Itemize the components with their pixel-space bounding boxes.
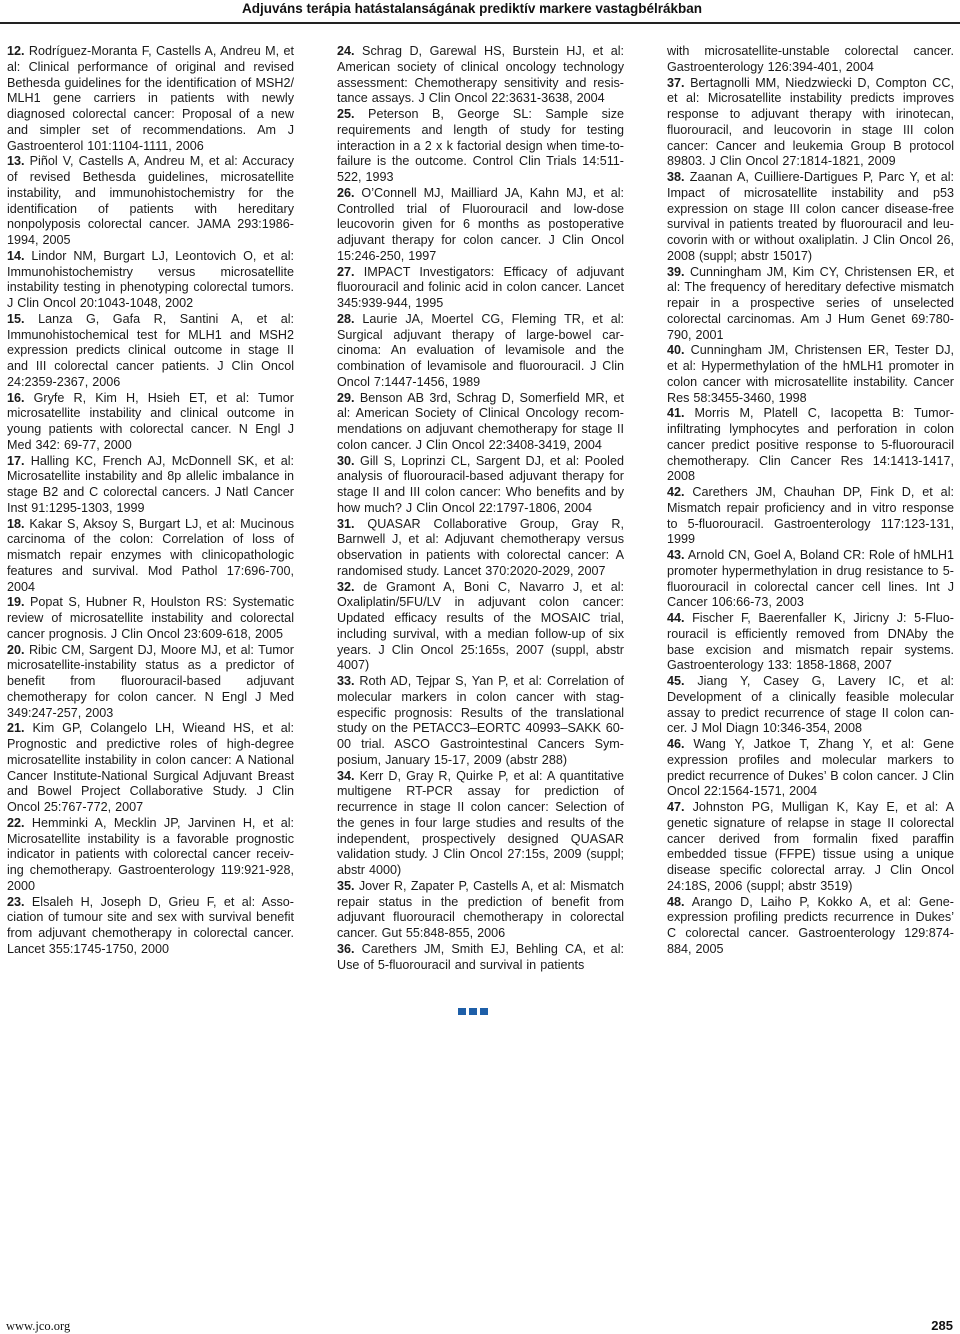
- reference-entry: [337, 454, 624, 517]
- reference-entry: [7, 154, 294, 249]
- reference-entry: [667, 674, 954, 737]
- reference-text: Carethers JM, Chauhan DP, Fink D, et al: Mismatch repair proficiency and in vitro response to 5-fluorouracil. Gastroenterology 117:123-131, 1999: [667, 485, 954, 547]
- reference-text: Morris M, Platell C, Iacopetta B: Tumor-infiltrating lymphocytes and perforation in colon cancer predict positive response to 5-fluorouracil chemotherapy. Clin Cancer Res 14:1413-1417, 2008: [667, 406, 954, 484]
- reference-text: Cunningham JM, Christensen ER, Tester DJ, et al: Hypermethylation of the hMLH1 promoter in colon cancer with microsatellite instability. Cancer Res 58:3455-3460, 1998: [667, 343, 954, 405]
- reference-entry: [337, 580, 624, 675]
- reference-number: 24.: [337, 44, 355, 58]
- reference-entry: [7, 312, 294, 391]
- reference-number: 22.: [7, 815, 25, 830]
- reference-column-2: [337, 44, 624, 973]
- reference-entry: [7, 721, 294, 816]
- journal-url: www.jco.org: [6, 1319, 71, 1333]
- reference-text: Hemminki A, Mecklin JP, Jarvinen H, et al: Microsatellite instability is a favorable prognostic indicator in patients with colorectal cancer receiving chemotherapy. Gastroenterology 119:921-928, 2000: [7, 815, 294, 893]
- reference-text: Gill S, Loprinzi CL, Sargent DJ, et al: Pooled analysis of fluorouracil-based adjuvant therapy for stage II and III colon cancer: Who benefits and by how much? J Clin Oncol 22:1797-1806, 2004: [337, 453, 624, 515]
- reference-number: 36.: [337, 941, 355, 956]
- reference-text: de Gramont A, Boni C, Navarro J, et al: Oxaliplatin/5FU/LV in adjuvant colon cancer: Updated efficacy results of the MOSAIC trial, including survival, with a median follow-up of six years. J Clin Oncol 25:165s, 2007 (suppl, abstr 4007): [337, 579, 624, 673]
- reference-number: 12.: [7, 44, 25, 58]
- reference-entry: [7, 391, 294, 454]
- end-mark-square-icon: [458, 1008, 466, 1015]
- running-header: [0, 0, 960, 24]
- reference-text: Fischer F, Baerenfaller K, Jiricny J: 5-Fluorouracil is efficiently removed from DNAby the base excision and mismatch repair systems. Gastroenterology 133: 1858-1868, 2007: [667, 611, 954, 673]
- reference-entry: [7, 895, 294, 958]
- reference-entry: [7, 816, 294, 895]
- running-header-title: Adjuváns terápia hatástalanságának prediktív markere vastagbélrákban: [242, 1, 702, 16]
- reference-number: 25.: [337, 107, 355, 121]
- reference-number: 28.: [337, 311, 355, 326]
- reference-number: 13.: [7, 154, 25, 169]
- reference-number: 19.: [7, 595, 25, 610]
- reference-text: Lanza G, Gafa R, Santini A, et al: Immunohistochemical test for MLH1 and MSH2 expression predicts clinical outcome in stage II and III colorectal cancer patients. J Clin Oncol 24:2359-2367, 2006: [7, 311, 294, 389]
- reference-entry: [337, 391, 624, 454]
- reference-text: Arnold CN, Goel A, Boland CR: Role of hMLH1 promoter hypermethylation in drug resistance to 5-fluorouracil in colorectal cancer cell lines. Int J Cancer 106:66-73, 2003: [667, 548, 954, 610]
- reference-number: 20.: [7, 642, 25, 657]
- end-mark-square-icon: [480, 1008, 488, 1015]
- reference-text: Carethers JM, Smith EJ, Behling CA, et al: Use of 5-fluorouracil and survival in patients: [337, 941, 624, 972]
- reference-text: Peterson B, George SL: Sample size requirements and length of study for testing interaction in a 2 x k factorial design when time-to-failure is the outcome. Control Clin Trials 14:511-522, 1993: [337, 107, 624, 184]
- reference-text: with microsatellite-unstable colorectal cancer. Gastroenterology 126:394-401, 2004: [667, 44, 954, 74]
- reference-entry: [667, 406, 954, 485]
- reference-number: 40.: [667, 343, 685, 358]
- reference-column-1: [7, 44, 294, 958]
- reference-entry: [667, 343, 954, 406]
- reference-number: 26.: [337, 185, 355, 200]
- reference-entry: [337, 312, 624, 391]
- reference-number: 35.: [337, 878, 355, 893]
- reference-number: 23.: [7, 894, 25, 909]
- article-end-marks: [458, 1008, 488, 1015]
- reference-entry: [337, 44, 624, 107]
- reference-text: QUASAR Collaborative Group, Gray R, Barnwell J, et al: Adjuvant chemotherapy versus observation in patients with colorectal cancer: A randomised study. Lancet 370:2020-2029, 2007: [337, 516, 624, 578]
- reference-entry: [337, 107, 624, 186]
- reference-text: Lindor NM, Burgart LJ, Leontovich O, et al: Immunohistochemistry versus microsatellite instability testing in phenotyping colorectal tumors. J Clin Oncol 20:1043-1048, 2002: [7, 248, 294, 310]
- reference-number: 32.: [337, 579, 355, 594]
- reference-number: 38.: [667, 170, 685, 184]
- reference-number: 37.: [667, 75, 685, 90]
- reference-text: Schrag D, Garewal HS, Burstein HJ, et al: American society of clinical oncology technology assessment: Chemotherapy sensitivity and resistance assays. J Clin Oncol 22:3631-3638, 2004: [337, 44, 624, 106]
- reference-number: 29.: [337, 390, 355, 405]
- reference-entry: [667, 737, 954, 800]
- reference-number: 33.: [337, 674, 355, 688]
- reference-text: Wang Y, Jatkoe T, Zhang Y, et al: Gene expression profiles and molecular markers to predict recurrence of Dukes’ B colon cancer. J Clin Oncol 22:1564-1571, 2004: [667, 737, 954, 799]
- reference-number: 16.: [7, 390, 25, 405]
- reference-entry: [337, 186, 624, 265]
- reference-entry: [667, 44, 954, 76]
- end-mark-square-icon: [469, 1008, 477, 1015]
- reference-entry: [7, 44, 294, 154]
- reference-entry: [337, 517, 624, 580]
- reference-entry: [667, 485, 954, 548]
- reference-entry: [667, 611, 954, 674]
- reference-entry: [337, 879, 624, 942]
- reference-number: 39.: [667, 264, 685, 279]
- reference-number: 47.: [667, 800, 685, 814]
- reference-entry: [7, 517, 294, 596]
- reference-number: 15.: [7, 311, 25, 326]
- reference-entry: [667, 265, 954, 344]
- page-number: 285: [931, 1318, 953, 1333]
- reference-number: 17.: [7, 453, 25, 468]
- reference-number: 43.: [667, 548, 685, 562]
- reference-text: Kerr D, Gray R, Quirke P, et al: A quantitative multigene RT-PCR assay for prediction of recurrence in stage II colon cancer: Selection of the genes in four large studies and results of the independent, prospectively designed QUASAR validation study. J Clin Oncol 27:15s, 2009 (suppl; abstr 4000): [337, 768, 624, 877]
- reference-text: Kakar S, Aksoy S, Burgart LJ, et al: Mucinous carcinoma of the colon: Correlation of loss of mismatch repair enzymes with clinicopathologic features and survival. Mod Pathol 17:696-700, 2004: [7, 516, 294, 594]
- reference-text: Laurie JA, Moertel CG, Fleming TR, et al: Surgical adjuvant therapy of large-bowel carcinoma: An evaluation of levamisole and the combination of levamisole and fluorouracil. J Clin Oncol 7:1447-1456, 1989: [337, 311, 624, 389]
- reference-text: Bertagnolli MM, Niedzwiecki D, Compton CC, et al: Microsatellite instability predicts improves response to adjuvant therapy with irinotecan, fluorouracil, and leucovorin in stage III colon cancer: Cancer and leukemia Group B protocol 89803. J Clin Oncol 27:1814-1821, 2009: [667, 75, 954, 169]
- reference-entry: [667, 76, 954, 171]
- reference-entry: [667, 800, 954, 895]
- reference-text: Rodríguez-Moranta F, Castells A, Andreu M, et al: Clinical performance of original and revised Bethesda guidelines for the identification of MSH2/ MLH1 gene carriers in patients with newly diagnosed colorectal cancer: Proposal of a new and simpler set of recommendations. Am J Gastroenterol 101:1104-1111, 2006: [7, 44, 294, 153]
- reference-text: Jover R, Zapater P, Castells A, et al: Mismatch repair status in the prediction of benefit from adjuvant fluorouracil chemotherapy in colorectal cancer. Gut 55:848-855, 2006: [337, 878, 624, 940]
- reference-number: 27.: [337, 264, 355, 279]
- reference-entry: [667, 895, 954, 958]
- reference-number: 41.: [667, 406, 685, 421]
- reference-text: Piñol V, Castells A, Andreu M, et al: Accuracy of revised Bethesda guidelines, microsatellite instability, and immunohistochemistry for the identification of patients with hereditary nonpolyposis colorectal cancer. JAMA 293:1986-1994, 2005: [7, 154, 294, 247]
- reference-entry: [337, 265, 624, 312]
- reference-text: Halling KC, French AJ, McDonnell SK, et al: Microsatellite instability and 8p allelic imbalance in stage B2 and C colorectal cancers. J Natl Cancer Inst 91:1295-1303, 1999: [7, 453, 294, 515]
- reference-text: Johnston PG, Mulligan K, Kay E, et al: A genetic signature of relapse in stage II colorectal cancer derived from formalin fixed paraffin embedded tissue (FFPE) tissue using a unique disease specific colorectal array. J Clin Oncol 24:18S, 2006 (suppl; abstr 3519): [667, 800, 954, 893]
- reference-number: 34.: [337, 768, 355, 783]
- reference-entry: [337, 674, 624, 769]
- reference-entry: [337, 942, 624, 974]
- reference-entry: [7, 249, 294, 312]
- reference-entry: [7, 643, 294, 722]
- reference-number: 48.: [667, 894, 685, 909]
- reference-text: Roth AD, Tejpar S, Yan P, et al: Correlation of molecular markers in colon cancer with stagespecific prognosis: Results of the translational study on the PETACC3–EORTC 40993–SAKK 60-00 trial. ASCO Gastrointestinal Cancers Symposium, January 15-17, 2009 (abstr 288): [337, 674, 624, 767]
- reference-text: Ribic CM, Sargent DJ, Moore MJ, et al: Tumor microsatellite-instability status as a predictor of benefit from fluorouracil-based adjuvant chemotherapy for colon cancer. N Engl J Med 349:247-257, 2003: [7, 642, 294, 720]
- reference-entry: [667, 548, 954, 611]
- reference-text: Benson AB 3rd, Schrag D, Somerfield MR, et al: American Society of Clinical Oncology recommendations on adjuvant chemotherapy for stage II colon cancer. J Clin Oncol 22:3408-3419, 2004: [337, 390, 624, 452]
- reference-number: 21.: [7, 721, 25, 736]
- reference-number: 18.: [7, 516, 25, 531]
- reference-text: Gryfe R, Kim H, Hsieh ET, et al: Tumor microsatellite instability and clinical outcome in young patients with colorectal cancer. N Engl J Med 342: 69-77, 2000: [7, 390, 294, 452]
- reference-entry: [337, 769, 624, 879]
- reference-text: Elsaleh H, Joseph D, Grieu F, et al: Association of tumour site and sex with survival benefit from adjuvant chemotherapy in colorectal cancer. Lancet 355:1745-1750, 2000: [7, 894, 294, 956]
- reference-column-3: [667, 44, 954, 958]
- reference-entry: [667, 170, 954, 265]
- reference-entry: [7, 595, 294, 642]
- reference-number: 14.: [7, 248, 25, 263]
- reference-text: Zaanan A, Cuilliere-Dartigues P, Parc Y, et al: Impact of microsatellite instability and p53 expression on stage III colon cancer disease-free survival in patients treated by fluorouracil and leucovorin with or without oxaliplatin. J Clin Oncol 26, 2008 (suppl; abstr 15017): [667, 170, 954, 263]
- reference-number: 44.: [667, 611, 685, 625]
- reference-number: 46.: [667, 737, 685, 751]
- reference-text: Popat S, Hubner R, Houlston RS: Systematic review of microsatellite instability and colorectal cancer prognosis. J Clin Oncol 23:609-618, 2005: [7, 595, 294, 641]
- reference-text: IMPACT Investigators: Efficacy of adjuvant fluorouracil and folinic acid in colon cancer. Lancet 345:939-944, 1995: [337, 264, 624, 310]
- reference-text: O’Connell MJ, Mailliard JA, Kahn MJ, et al: Controlled trial of Fluorouracil and low-dose leucovorin given for 6 months as postoperative adjuvant therapy for colon cancer. J Clin Oncol 15:246-250, 1997: [337, 185, 624, 263]
- reference-number: 31.: [337, 516, 355, 531]
- reference-entry: [7, 454, 294, 517]
- reference-text: Arango D, Laiho P, Kokko A, et al: Gene-expression profiling predicts recurrence in Dukes’ C colorectal cancer. Gastroenterology 129:874-884, 2005: [667, 894, 954, 956]
- reference-text: Cunningham JM, Kim CY, Christensen ER, et al: The frequency of hereditary defective mismatch repair in a prospective series of unselected colorectal carcinomas. Am J Hum Genet 69:780-790, 2001: [667, 264, 954, 342]
- reference-number: 30.: [337, 453, 355, 468]
- reference-number: 42.: [667, 485, 685, 499]
- reference-number: 45.: [667, 674, 685, 688]
- reference-text: Jiang Y, Casey G, Lavery IC, et al: Development of a clinically feasible molecular assay to predict recurrence of stage II colon cancer. J Mol Diagn 10:346-354, 2008: [667, 674, 954, 736]
- reference-text: Kim GP, Colangelo LH, Wieand HS, et al: Prognostic and predictive roles of high-degree microsatellite instability in colon cancer: A National Cancer Institute-National Surgical Adjuvant Breast and Bowel Project Collaborative Study. J Clin Oncol 25:767-772, 2007: [7, 721, 294, 814]
